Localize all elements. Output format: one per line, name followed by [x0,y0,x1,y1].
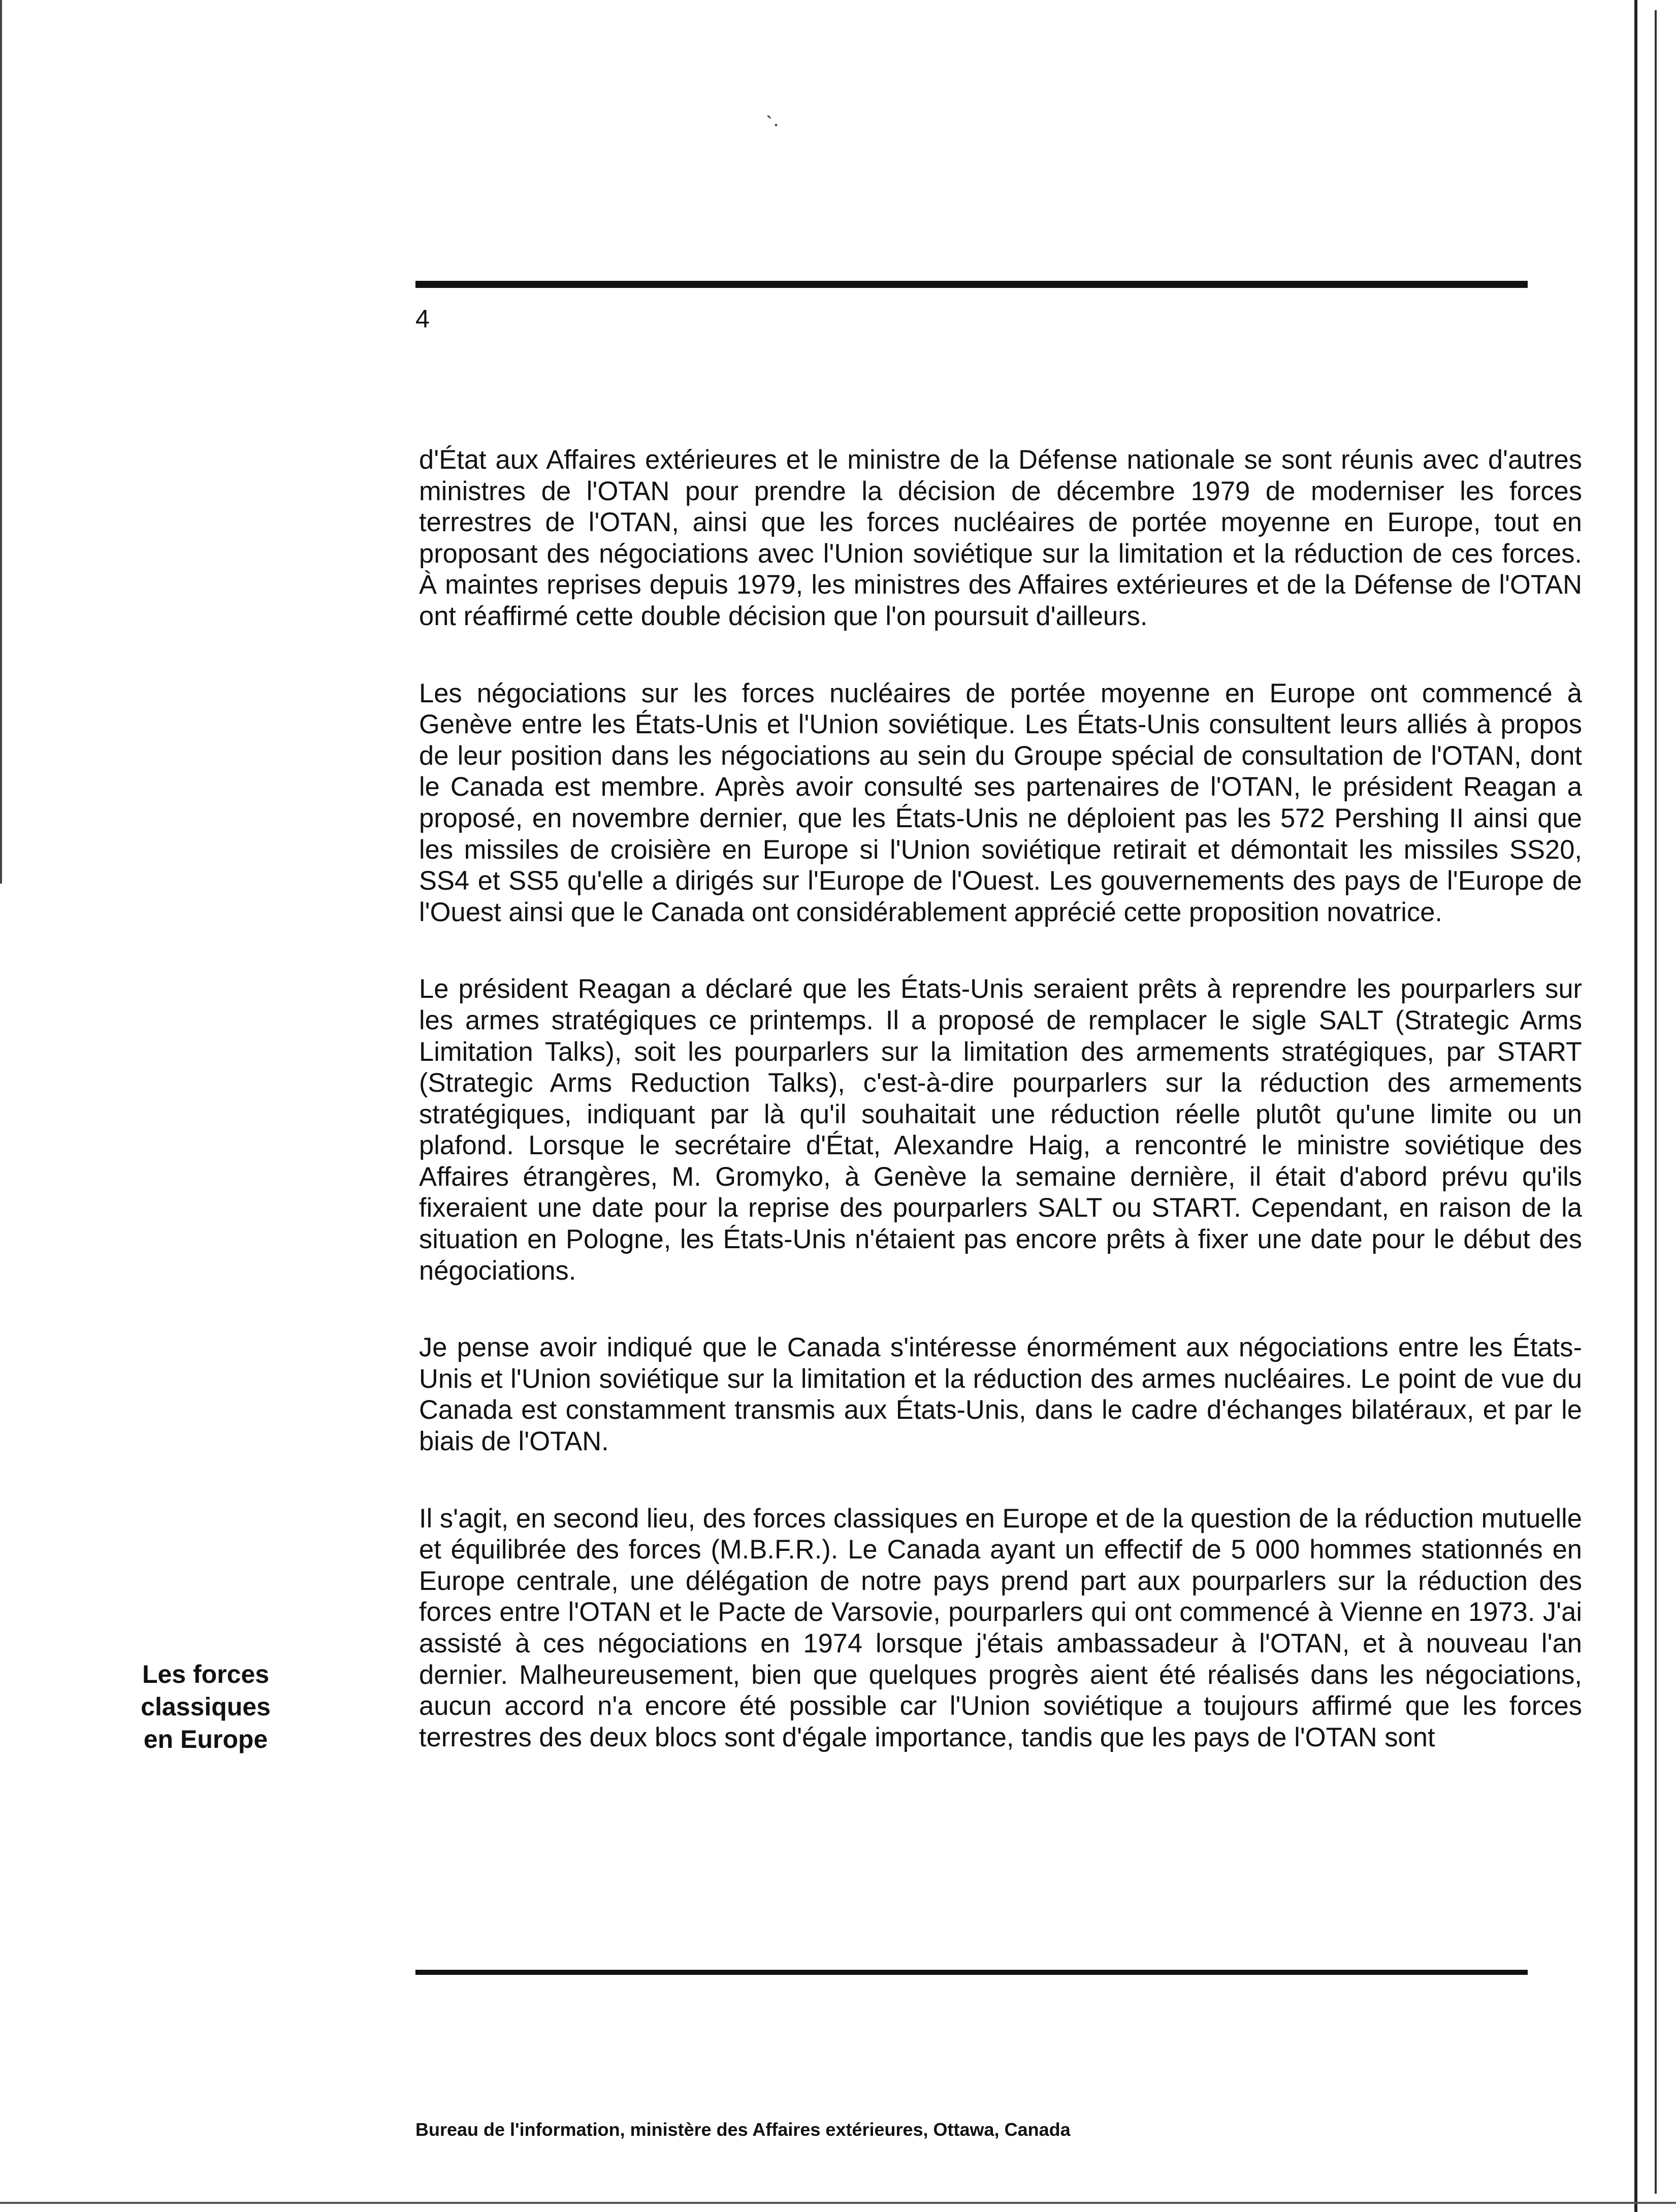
page-bottom-edge [0,2202,1676,2204]
body-text [419,444,1582,1799]
footer-rule [415,1970,1528,1975]
paragraph-5: Il s'agit, en second lieu, des forces classiques en Europe et de la question de la réduction mutuelle et équilibrée des forces (M.B.F.R.). Le Canada ayant un effectif de 5 000 hommes stationnés en Europe centrale, une délégation de notre pays prend part aux pourparlers sur la réduction des forces entre l'OTAN et le Pacte de Varsovie, pourparlers qui ont commencé à Vienne en 1973. J'ai assisté à ces négociations en 1974 lorsque j'étais ambassadeur à l'OTAN, et à nouveau l'an dernier. Malheureusement, bien que quelques progrès aient été réalisés dans les négociations, aucun accord n'a encore été possible car l'Union soviétique a toujours affirmé que les forces terrestres des deux blocs sont d'égale importance, tandis que les pays de l'OTAN sont [419,1503,1582,1752]
header-rule [415,281,1528,288]
binder-edge-inner [1655,10,1657,2194]
page-footer: Bureau de l'information, ministère des Affaires extérieures, Ottawa, Canada [415,2119,1071,2140]
paragraph-2: Les négociations sur les forces nucléaires de portée moyenne en Europe ont commencé à Genève entre les États-Unis et l'Union soviétique. Les États-Unis consultent leurs alliés à propos de leur position dans les négociations au sein du Groupe spécial de consultation de l'OTAN, dont le Canada est membre. Après avoir consulté ses partenaires de l'OTAN, le président Reagan a proposé, en novembre dernier, que les États-Unis ne déploient pas les 572 Pershing II ainsi que les missiles de croisière en Europe si l'Union soviétique retirait et démontait les missiles SS20, SS4 et SS5 qu'elle a dirigés sur l'Europe de l'Ouest. Les gouvernements des pays de l'Europe de l'Ouest ainsi que le Canada ont considérablement apprécié cette proposition novatrice. [419,678,1582,927]
scan-speck: `· [766,113,780,135]
margin-heading-line-2: classiques [141,1693,271,1721]
page-number: 4 [415,305,430,333]
binder-edge [1634,0,1637,2212]
margin-heading-line-1: Les forces [142,1660,270,1688]
page-left-edge [0,0,2,884]
paragraph-4: Je pense avoir indiqué que le Canada s'intéresse énormément aux négociations entre les États-Unis et l'Union soviétique sur la limitation et la réduction des armes nucléaires. Le point de vue du Canada est constamment transmis aux États-Unis, dans le cadre d'échanges bilatéraux, et par le biais de l'OTAN. [419,1332,1582,1457]
margin-heading [122,1658,289,1755]
margin-heading-line-3: en Europe [143,1725,268,1753]
paragraph-3: Le président Reagan a déclaré que les États-Unis seraient prêts à reprendre les pourparlers sur les armes stratégiques ce printemps. Il a proposé de remplacer le sigle SALT (Strategic Arms Limitation Talks), soit les pourparlers sur la limitation des armements stratégiques, par START (Strategic Arms Reduction Talks), c'est-à-dire pourparlers sur la réduction des armements stratégiques, indiquant par là qu'il souhaitait une réduction réelle plutôt qu'une limite ou un plafond. Lorsque le secrétaire d'État, Alexandre Haig, a rencontré le ministre soviétique des Affaires étrangères, M. Gromyko, à Genève la semaine dernière, il était d'abord prévu qu'ils fixeraient une date pour la reprise des pourparlers SALT ou START. Cependant, en raison de la situation en Pologne, les États-Unis n'étaient pas encore prêts à fixer une date pour le début des négociations. [419,974,1582,1286]
paragraph-1: d'État aux Affaires extérieures et le ministre de la Défense nationale se sont réunis avec d'autres ministres de l'OTAN pour prendre la décision de décembre 1979 de moderniser les forces terrestres de l'OTAN, ainsi que les forces nucléaires de portée moyenne en Europe, tout en proposant des négociations avec l'Union soviétique sur la limitation et la réduction de ces forces. À maintes reprises depuis 1979, les ministres des Affaires extérieures et de la Défense de l'OTAN ont réaffirmé cette double décision que l'on poursuit d'ailleurs. [419,445,1582,631]
